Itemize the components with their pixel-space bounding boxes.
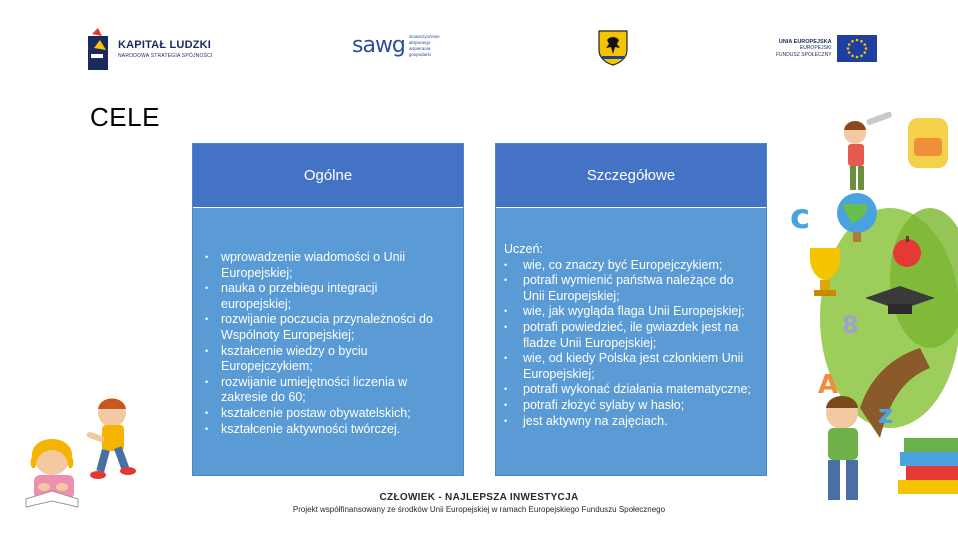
- list-item: [504, 258, 756, 274]
- bullet: •: [205, 407, 209, 418]
- bullet: •: [205, 345, 209, 356]
- specific-goals-list: [504, 258, 756, 430]
- svg-text:c: c: [790, 197, 811, 237]
- list-item-text: wie, od kiedy Polska jest członkiem Unii Europejskiej;: [523, 351, 744, 381]
- general-goals-list: [205, 250, 441, 437]
- bullet: •: [205, 314, 209, 325]
- eu-line-3: FUNDUSZ SPOŁECZNY: [776, 51, 832, 58]
- footer: [0, 492, 958, 514]
- column-specific: [495, 143, 767, 476]
- list-item: [205, 406, 441, 422]
- list-item: [205, 312, 441, 343]
- column-general: [192, 143, 464, 476]
- list-item-text: nauka o przebiegu integracji europejskiej;: [221, 281, 378, 311]
- list-item: [504, 398, 756, 414]
- list-item: [205, 422, 441, 438]
- list-item-text: wprowadzenie wiadomości o Unii Europejskiej;: [221, 250, 406, 280]
- sawg-line: stowarzyszenie: [408, 33, 440, 39]
- list-item-text: potrafi złożyć sylaby w hasło;: [523, 397, 685, 412]
- list-item: [504, 273, 756, 304]
- column-general-header: Ogólne: [193, 144, 463, 208]
- kapital-ludzki-icon: [88, 28, 112, 70]
- bullet: •: [205, 252, 209, 262]
- list-item: [504, 304, 756, 320]
- list-item-text: kształcenie postaw obywatelskich;: [221, 405, 411, 420]
- svg-text:8: 8: [842, 311, 859, 339]
- svg-text:A: A: [818, 370, 839, 400]
- svg-text:z: z: [878, 400, 894, 430]
- list-item-text: rozwijanie poczucia przynależności do Wspólnoty Europejskiej;: [221, 312, 433, 342]
- bullet: •: [205, 423, 209, 434]
- boy-running-illustration: [86, 399, 136, 480]
- bullet: •: [504, 259, 508, 270]
- list-item-text: potrafi wymienić państwa należące do Unii Europejskiej;: [523, 273, 734, 303]
- eu-logo: [776, 35, 877, 62]
- eu-line-1: UNIA EUROPEJSKA: [778, 38, 832, 45]
- list-item: [504, 382, 756, 398]
- list-item: [504, 414, 756, 430]
- bullet: •: [205, 376, 209, 387]
- kapital-ludzki-logo: [88, 28, 213, 70]
- bullet: •: [504, 399, 508, 410]
- eu-line-2: EUROPEJSKI: [799, 45, 832, 52]
- sawg-line: aktywnego: [408, 39, 431, 45]
- specific-intro: Uczeń:: [504, 242, 543, 256]
- footer-title: CZŁOWIEK - NAJLEPSZA INWESTYCJA: [379, 492, 579, 503]
- list-item-text: jest aktywny na zajęciach.: [523, 413, 668, 428]
- list-item: [504, 320, 756, 351]
- bullet: •: [504, 384, 508, 395]
- kapital-ludzki-title: KAPITAŁ LUDZKI: [118, 39, 212, 51]
- coat-of-arms-crest-icon: [598, 30, 628, 66]
- page-title: CELE: [90, 102, 160, 132]
- bullet: •: [504, 321, 508, 332]
- list-item: [205, 375, 441, 406]
- column-specific-header: Szczegółowe: [496, 144, 766, 208]
- sawg-word: sawg: [352, 33, 405, 58]
- bullet: •: [504, 306, 508, 317]
- boy-with-telescope-illustration: [780, 108, 958, 508]
- list-item-text: potrafi powiedzieć, ile gwiazdek jest na fladze Unii Europejskiej;: [523, 319, 739, 350]
- bullet: •: [504, 275, 508, 286]
- list-item: [205, 281, 441, 312]
- list-item: [504, 351, 756, 382]
- sawg-logo: [352, 33, 440, 58]
- list-item-text: rozwijanie umiejętności liczenia w zakresie do 60;: [221, 374, 408, 405]
- kapital-ludzki-subtitle: NARODOWA STRATEGIA SPÓJNOŚCI: [118, 53, 213, 59]
- eu-flag-icon: [837, 35, 877, 62]
- footer-subtitle: Projekt współfinansowany ze środków Unii Europejskiej w ramach Europejskiego Funduszu Społecznego: [292, 505, 666, 514]
- list-item-text: wie, co znaczy być Europejczykiem;: [523, 257, 723, 272]
- bullet: •: [504, 353, 508, 364]
- list-item: [205, 250, 441, 281]
- list-item-text: kształcenie wiedzy o byciu Europejczykiem;: [221, 343, 368, 374]
- list-item-text: potrafi wykonać działania matematyczne;: [523, 382, 751, 397]
- sawg-line: wspierania: [408, 45, 431, 51]
- bullet: •: [205, 283, 209, 294]
- list-item-text: wie, jak wygląda flaga Unii Europejskiej;: [523, 304, 745, 319]
- bullet: •: [504, 415, 508, 426]
- list-item: [205, 344, 441, 375]
- sawg-line: gospodarki: [408, 51, 431, 57]
- list-item-text: kształcenie aktywności twórczej.: [221, 421, 401, 436]
